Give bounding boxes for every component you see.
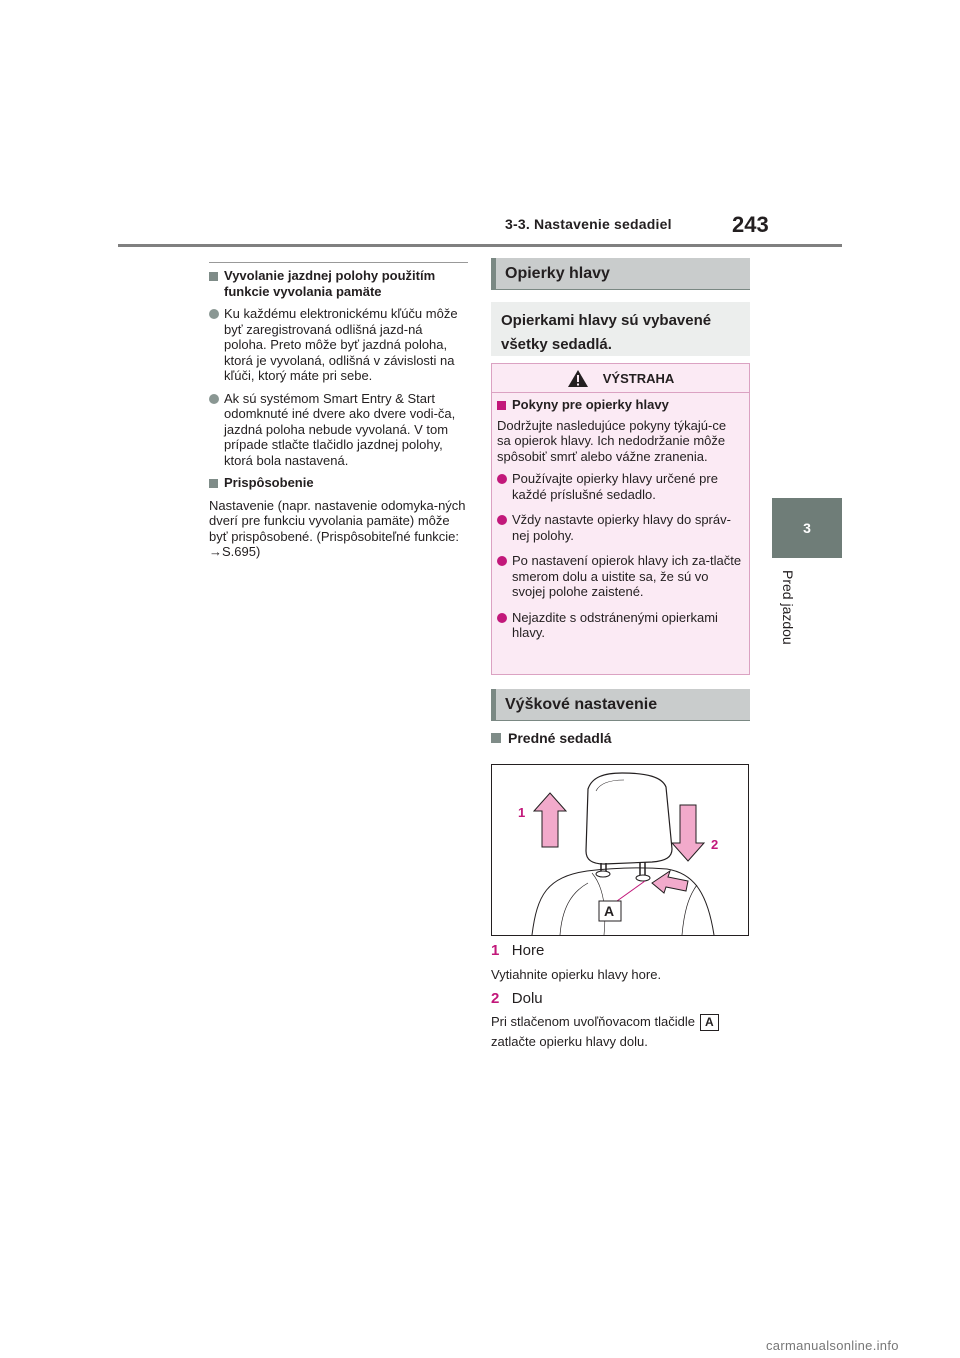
warning-bullet: Vždy nastavte opierky hlavy do správ-nej polohy. (497, 512, 743, 543)
headrests-intro: Opierkami hlavy sú vybavené všetky sedadlá. (491, 302, 750, 356)
chapter-tab-number: 3 (772, 498, 842, 558)
step-number: 2 (491, 990, 500, 1007)
customization-heading: Prispôsobenie (209, 475, 468, 491)
section-title-headrests: Opierky hlavy (491, 258, 750, 290)
section-title: 3-3. Nastavenie sedadiel (505, 216, 672, 232)
step-2-text-line2: zatlačte opierku hlavy dolu. (491, 1034, 648, 1049)
warning-box (491, 363, 750, 675)
arrow-down-icon (672, 805, 704, 861)
step-number: 1 (491, 942, 500, 959)
memory-recall-heading: Vyvolanie jazdnej polohy použitím funkcie vyvolania pamäte (209, 268, 468, 299)
warning-body (497, 397, 743, 641)
warning-triangle-icon (567, 369, 589, 388)
headrest-illustration (491, 764, 749, 936)
step-2-text-line1 (491, 1014, 719, 1031)
header-divider (118, 244, 842, 247)
step-2-text-before: Pri stlačenom uvoľňovacom tlačidle (491, 1014, 695, 1029)
bullet-key-position: Ku každému elektronickému kľúču môže byť zaregistrovaná odlišná jazd-ná poloha. Preto môže byť jazdná poloha, ktorá je vyvolaná, odlišná v závislosti na kľúči, ktorý máte pri sebe. (209, 306, 468, 384)
left-column (209, 262, 468, 560)
customization-text: Nastavenie (napr. nastavenie odomyka-ných dverí pre funkciu vyvolania pamäte) môže byť prispôsobené. (Prispôsobiteľné funkcie: →S.695) (209, 497, 466, 559)
figure-label-2: 2 (711, 837, 719, 852)
section-title-height-adjust: Výškové nastavenie (491, 689, 750, 721)
warning-title: VÝSTRAHA (602, 370, 675, 386)
warning-bullet: Používajte opierky hlavy určené pre každé príslušné sedadlo. (497, 471, 743, 502)
figure-label-a: A (604, 903, 615, 919)
step-2 (491, 990, 750, 1008)
warning-heading: Pokyny pre opierky hlavy (497, 397, 743, 413)
chapter-tab-label-wrap (776, 562, 804, 662)
bullet-smart-entry: Ak sú systémom Smart Entry & Start odomknuté iné dvere ako dvere vodi-ča, jazdná poloha nebude vyvolaná. V tom prípade stlačte tlačidlo jazdnej polohy, ktorá bola nastavená. (209, 391, 468, 469)
warning-header (492, 364, 749, 393)
headrest-drawing (492, 765, 748, 935)
page-number: 243 (732, 212, 769, 237)
chapter-tab-label: Pred jazdou (780, 570, 796, 645)
watermark: carmanualsonline.info (766, 1338, 899, 1353)
step-label: Dolu (511, 990, 543, 1007)
step-1-text: Vytiahnite opierku hlavy hore. (491, 967, 662, 982)
warning-bullet: Nejazdite s odstránenými opierkami hlavy. (497, 610, 743, 641)
step-label: Hore (511, 942, 545, 959)
front-seats-heading: Predné sedadlá (491, 730, 612, 746)
warning-bullet: Po nastavení opierok hlavy ich za-tlačte smerom dolu a uistite sa, že sú vo svojej polohe zaistené. (497, 553, 743, 600)
warning-text: Dodržujte nasledujúce pokyny týkajú-ce sa opierok hlavy. Ich nedodržanie môže spôsobiť smrť alebo vážne zranenia. (497, 417, 727, 464)
figure-label-1: 1 (518, 805, 526, 820)
release-button-label: A (700, 1014, 719, 1031)
arrow-up-icon (534, 793, 566, 847)
step-1 (491, 942, 750, 960)
